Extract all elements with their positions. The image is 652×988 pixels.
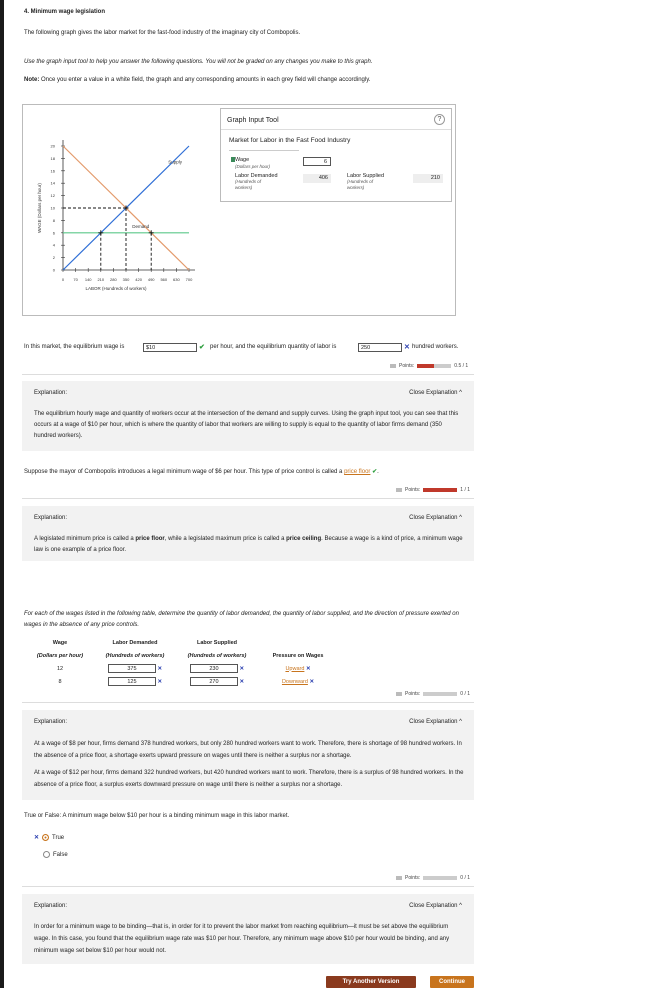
explanation-label: Explanation: <box>34 515 68 521</box>
x-tick-label: 630 <box>173 277 180 282</box>
explanation-label: Explanation: <box>34 390 68 396</box>
y-tick-label: 6 <box>52 230 55 236</box>
explanation-text: A legislated minimum price is called a price floor, while a legislated maximum price is called a price ceiling. Because a wage is a kind of price, a minimum wage law is one example of a price floor. <box>34 536 463 553</box>
explanation-text: In order for a minimum wage to be binding—that is, in order for it to prevent the labor market from reaching equilibrium—it must be set above the equilibrium wage. In this case, you found that the equilibrium wage rate was $10 per hour. Therefore, any minimum wage above $10 per hour would be binding, and any minimum wage set below $10 per hour would not. <box>34 924 450 954</box>
labor-supplied-value: 210 <box>413 174 443 183</box>
check-icon: ✔ <box>199 344 205 351</box>
x-tick-label: 350 <box>122 277 130 282</box>
q1-mid: per hour, and the equilibrium quantity of labor is <box>210 344 337 350</box>
radio-unselected[interactable] <box>43 851 50 858</box>
x-tick-label: 210 <box>97 277 105 282</box>
y-tick-label: 10 <box>50 205 55 211</box>
demanded-input[interactable]: 375 <box>108 664 156 673</box>
left-edge-bar <box>0 0 4 988</box>
wage-cell: 12 <box>56 665 64 672</box>
x-axis-label: LABOR (Hundreds of workers) <box>85 286 147 291</box>
instruction-text: Use the graph input tool to help you answer the following questions. You will not be graded on any changes you make to this graph. <box>24 59 373 65</box>
continue-button[interactable]: Continue <box>430 976 474 988</box>
x-tick-label: 420 <box>135 277 142 282</box>
divider <box>22 374 474 375</box>
points-bar <box>423 692 457 696</box>
wage-cell: 8 <box>58 678 62 685</box>
y-tick-label: 14 <box>50 180 55 186</box>
y-tick-label: 0 <box>52 267 55 273</box>
chevron-up-icon: ^ <box>459 390 462 396</box>
chevron-up-icon: ^ <box>459 903 462 909</box>
tool-divider <box>221 129 451 130</box>
x-icon: ✕ <box>305 665 311 672</box>
points-label: Points: <box>405 691 421 697</box>
points-bar <box>423 488 457 492</box>
question-title: 4. Minimum wage legislation <box>24 9 106 15</box>
chevron-up-icon: ^ <box>459 515 462 521</box>
col-demanded: Labor Demanded <box>112 639 158 646</box>
wage-field-unit: (Dollars per hour) <box>235 164 271 169</box>
explanation-label: Explanation: <box>34 903 68 909</box>
x-icon: ✕ <box>34 835 40 841</box>
labor-demanded-label: Labor Demanded <box>235 173 278 179</box>
x-icon: ✕ <box>309 678 315 685</box>
divider <box>22 702 474 703</box>
points-value: 0 / 1 <box>460 691 471 697</box>
market-title: Market for Labor in the Fast Food Industry <box>229 137 351 144</box>
close-explanation-button[interactable]: Close Explanation ^ <box>409 719 462 725</box>
explanation-text-1: At a wage of $8 per hour, firms demand 378 hundred workers, but only 280 hundred workers want to work. Therefore, there is shortage of 98 hundred workers. In the absence of a price floor, a shortage exerts upward pressure on wages until there is neither a surplus nor a shortage. <box>34 741 462 759</box>
note-text: Once you enter a value in a white field, the graph and any corresponding amounts in each grey field will change accordingly. <box>41 77 371 83</box>
x-tick-label: 490 <box>147 277 155 282</box>
divider <box>22 886 474 887</box>
price-floor-answer[interactable]: price floor <box>344 469 371 475</box>
divider <box>22 498 474 499</box>
q1-points <box>390 363 468 369</box>
col-wage-sub: (Dollars per hour) <box>36 652 84 659</box>
q1-pre: In this market, the equilibrium wage is <box>24 344 125 350</box>
y-tick-label: 20 <box>50 143 55 149</box>
labor-demanded-value: 406 <box>303 174 331 183</box>
pressure-dropdown[interactable]: Downward <box>281 678 308 685</box>
y-tick-label: 2 <box>52 255 55 261</box>
x-tick-label: 140 <box>84 277 92 282</box>
explanation-panel-1 <box>22 381 474 451</box>
labor-supplied-unit-2: workers) <box>347 185 365 190</box>
wage-input[interactable]: 6 <box>303 157 331 166</box>
graph-input-tool <box>220 108 452 202</box>
labor-supplied-unit-1: (Hundreds of <box>347 179 374 184</box>
close-explanation-button[interactable]: Close Explanation ^ <box>409 903 462 909</box>
points-label: Points: <box>405 487 421 493</box>
x-icon: ✕ <box>239 666 245 672</box>
tool-title: Graph Input Tool <box>227 117 279 124</box>
points-value: 0.5 / 1 <box>454 363 469 369</box>
y-tick-label: 12 <box>50 193 55 199</box>
q4-question: True or False: A minimum wage below $10 per hour is a binding minimum wage in this labor market. <box>24 813 290 819</box>
x-tick-label: 560 <box>160 277 168 282</box>
points-bar <box>423 876 457 880</box>
equilibrium-wage-input[interactable]: $10 <box>143 343 197 352</box>
option-true[interactable] <box>34 834 64 841</box>
col-supplied-sub: (Hundreds of workers) <box>187 652 247 659</box>
col-pressure: Pressure on Wages <box>272 652 324 659</box>
check-icon: ✔ <box>372 469 378 475</box>
col-wage: Wage <box>52 639 68 646</box>
q3-intro: For each of the wages listed in the following table, determine the quantity of labor demanded, the quantity of labor supplied, and the direction of pressure exerted on wages in the absence of any price controls. <box>24 611 459 628</box>
equilibrium-quantity-input[interactable]: 250 <box>358 343 402 352</box>
supply-label: Supply <box>168 159 183 165</box>
radio-selected[interactable] <box>42 834 49 841</box>
option-false[interactable] <box>43 851 68 858</box>
explanation-text: The equilibrium hourly wage and quantity of workers occur at the intersection of the demand and supply curves. Using the graph input tool, you can see that this occurs at a wage of $10 per hour, which is where the quantity of labor that workers are willing to supply is equal to the quantity of labor firms demand (350 hundred workers). <box>34 411 459 439</box>
x-tick-label: 0 <box>61 277 65 282</box>
col-supplied: Labor Supplied <box>196 639 238 646</box>
x-icon: ✕ <box>157 679 163 685</box>
y-axis-label: WAGE (Dollars per hour) <box>37 183 42 233</box>
flag-icon <box>396 692 402 696</box>
option-false-label: False <box>53 851 68 858</box>
points-label: Points: <box>399 363 415 369</box>
points-label: Points: <box>405 875 421 881</box>
wage-field-label: Wage <box>231 157 249 163</box>
chevron-up-icon: ^ <box>459 719 462 725</box>
x-icon: ✕ <box>239 679 245 685</box>
help-icon[interactable]: ? <box>434 114 445 125</box>
close-explanation-button[interactable]: Close Explanation ^ <box>409 390 462 396</box>
table-row <box>26 675 338 688</box>
try-another-version-button[interactable]: Try Another Version <box>326 976 416 988</box>
col-demanded-sub: (Hundreds of workers) <box>105 652 165 659</box>
labor-demanded-unit-1: (Hundreds of <box>235 179 262 184</box>
pressure-dropdown[interactable]: Upward <box>285 665 305 672</box>
option-true-label: True <box>52 834 65 841</box>
flag-icon <box>390 364 396 368</box>
labor-market-chart[interactable] <box>23 105 223 315</box>
flag-icon <box>396 876 402 880</box>
x-icon: ✕ <box>404 344 410 351</box>
note-label: Note: <box>24 77 40 83</box>
x-icon: ✕ <box>157 666 163 672</box>
demanded-input[interactable]: 125 <box>108 677 156 686</box>
wage-table <box>26 636 338 688</box>
labor-supplied-label: Labor Supplied <box>347 173 385 179</box>
y-tick-label: 8 <box>52 217 55 223</box>
explanation-label: Explanation: <box>34 719 68 725</box>
explanation-panel-3 <box>22 710 474 800</box>
points-bar <box>417 364 451 368</box>
q4-points <box>396 875 470 881</box>
x-tick-label: 70 <box>73 277 78 282</box>
demand-label: Demand <box>132 223 150 229</box>
q1-post: hundred workers. <box>412 344 459 350</box>
intro-text: The following graph gives the labor market for the fast-food industry of the imaginary city of Combopolis. <box>24 30 301 36</box>
y-tick-label: 16 <box>50 168 55 174</box>
close-explanation-button[interactable]: Close Explanation ^ <box>409 515 462 521</box>
labor-demanded-unit-2: workers) <box>235 185 253 190</box>
y-tick-label: 4 <box>52 242 55 248</box>
explanation-panel-4 <box>22 894 474 964</box>
y-tick-label: 18 <box>50 155 55 161</box>
points-value: 0 / 1 <box>460 875 471 881</box>
market-divider <box>229 150 299 151</box>
supplied-input[interactable]: 230 <box>190 664 238 673</box>
points-value: 1 / 1 <box>460 487 471 493</box>
supplied-input[interactable]: 270 <box>190 677 238 686</box>
q3-points <box>396 691 470 697</box>
flag-icon <box>396 488 402 492</box>
x-tick-label: 700 <box>185 277 193 282</box>
table-row <box>26 662 338 675</box>
q2-question: Suppose the mayor of Combopolis introduces a legal minimum wage of $6 per hour. This type of price control is called a price floor ✔. <box>24 469 379 475</box>
x-tick-label: 280 <box>110 277 117 282</box>
explanation-panel-2 <box>22 506 474 561</box>
explanation-text-2: At a wage of $12 per hour, firms demand 322 hundred workers, but 420 hundred workers want to work. Therefore, there is a surplus of 98 hundred workers. In the absence of a price floor, a surplus exerts downward pressure on wage until there is neither a surplus nor a shortage. <box>34 770 464 788</box>
q2-points <box>396 487 470 493</box>
note <box>24 77 474 83</box>
